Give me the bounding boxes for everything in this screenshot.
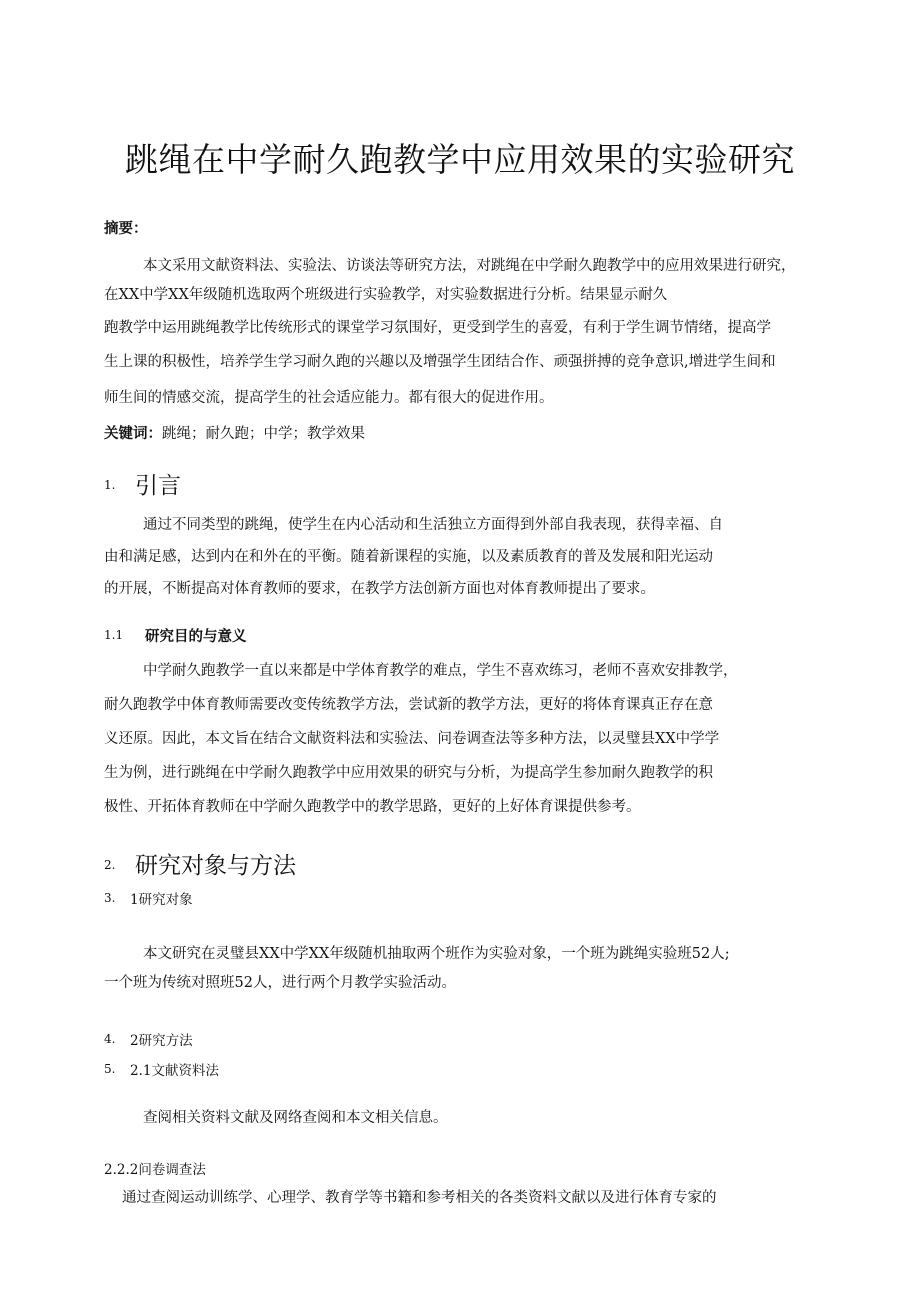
- abstract-line: 生上课的积极性，培养学生学习耐久跑的兴趣以及增强学生团结合作、顽强拼搏的竞争意识,增进学生间和: [104, 354, 776, 370]
- paragraph-line: 极性、开拓体育教师在中学耐久跑教学中的教学思路，更好的上好体育课提供参考。: [104, 799, 641, 815]
- paragraph-line: 中学耐久跑教学一直以来都是中学体育教学的难点，学生不喜欢练习，老师不喜欢安排教学，: [143, 663, 738, 679]
- paragraph-line: 一个班为传统对照班52人，进行两个月教学实验活动。: [104, 975, 456, 991]
- section-heading: 引言: [135, 473, 181, 499]
- paragraph-line: 生为例，进行跳绳在中学耐久跑教学中应用效果的研究与分析，为提高学生参加耐久跑教学的积: [104, 765, 713, 781]
- section-number: 2.: [104, 858, 116, 872]
- paragraph-line: 耐久跑教学中体育教师需要改变传统教学方法，尝试新的教学方法，更好的将体育课真正存在意: [104, 697, 713, 713]
- abstract-line: 跑教学中运用跳绳教学比传统形式的课堂学习氛围好，更受到学生的喜爱，有利于学生调节情绪，提高学: [104, 320, 771, 336]
- paragraph-line: 查阅相关资料文献及网络查阅和本文相关信息。: [143, 1110, 448, 1126]
- subsection-heading: 研究目的与意义: [145, 629, 247, 645]
- abstract-line: 师生间的情感交流，提高学生的社会适应能力。都有很大的促进作用。: [104, 390, 554, 406]
- section-number: 1.: [104, 478, 116, 492]
- list-number: 4.: [104, 1032, 116, 1046]
- keywords-text: 跳绳；耐久跑；中学；教学效果: [162, 426, 365, 442]
- paragraph-line: 通过不同类型的跳绳，使学生在内心活动和生活独立方面得到外部自我表现，获得幸福、自: [143, 517, 723, 533]
- keywords-row: [104, 422, 365, 443]
- subsection-number: 1.1: [104, 628, 124, 642]
- abstract-line: 本文采用文献资料法、实验法、访谈法等研究方法，对跳绳在中学耐久跑教学中的应用效果进行研究，: [143, 258, 796, 274]
- subsection-item: 2.2.2问卷调查法: [104, 1162, 206, 1178]
- list-number: 3.: [104, 891, 116, 905]
- abstract-label: 摘要：: [104, 221, 148, 237]
- paragraph-line: 本文研究在灵璧县XX中学XX年级随机抽取两个班作为实验对象，一个班为跳绳实验班52人;: [143, 946, 730, 962]
- keywords-label: 关键词：: [104, 426, 162, 442]
- list-number: 5.: [104, 1062, 116, 1076]
- paragraph-line: 由和满足感，达到内在和外在的平衡。随着新课程的实施，以及素质教育的普及发展和阳光运动: [104, 549, 713, 565]
- paragraph-line: 义还原。因此，本文旨在结合文献资料法和实验法、问卷调查法等多种方法，以灵璧县XX中学学: [104, 731, 720, 747]
- abstract-line: 在XX中学XX年级随机选取两个班级进行实验教学，对实验数据进行分析。结果显示耐久: [104, 287, 668, 303]
- list-item: 1研究对象: [130, 892, 193, 908]
- list-item: 2.1文献资料法: [130, 1063, 219, 1079]
- section-heading: 研究对象与方法: [135, 853, 296, 879]
- list-item: 2研究方法: [130, 1033, 193, 1049]
- paragraph-line: 的开展，不断提高对体育教师的要求，在教学方法创新方面也对体育教师提出了要求。: [104, 581, 655, 597]
- paragraph-line: 通过查阅运动训练学、心理学、教育学等书籍和参考相关的各类资料文献以及进行体育专家的: [122, 1190, 717, 1206]
- paper-title: 跳绳在中学耐久跑教学中应用效果的实验研究: [125, 140, 795, 179]
